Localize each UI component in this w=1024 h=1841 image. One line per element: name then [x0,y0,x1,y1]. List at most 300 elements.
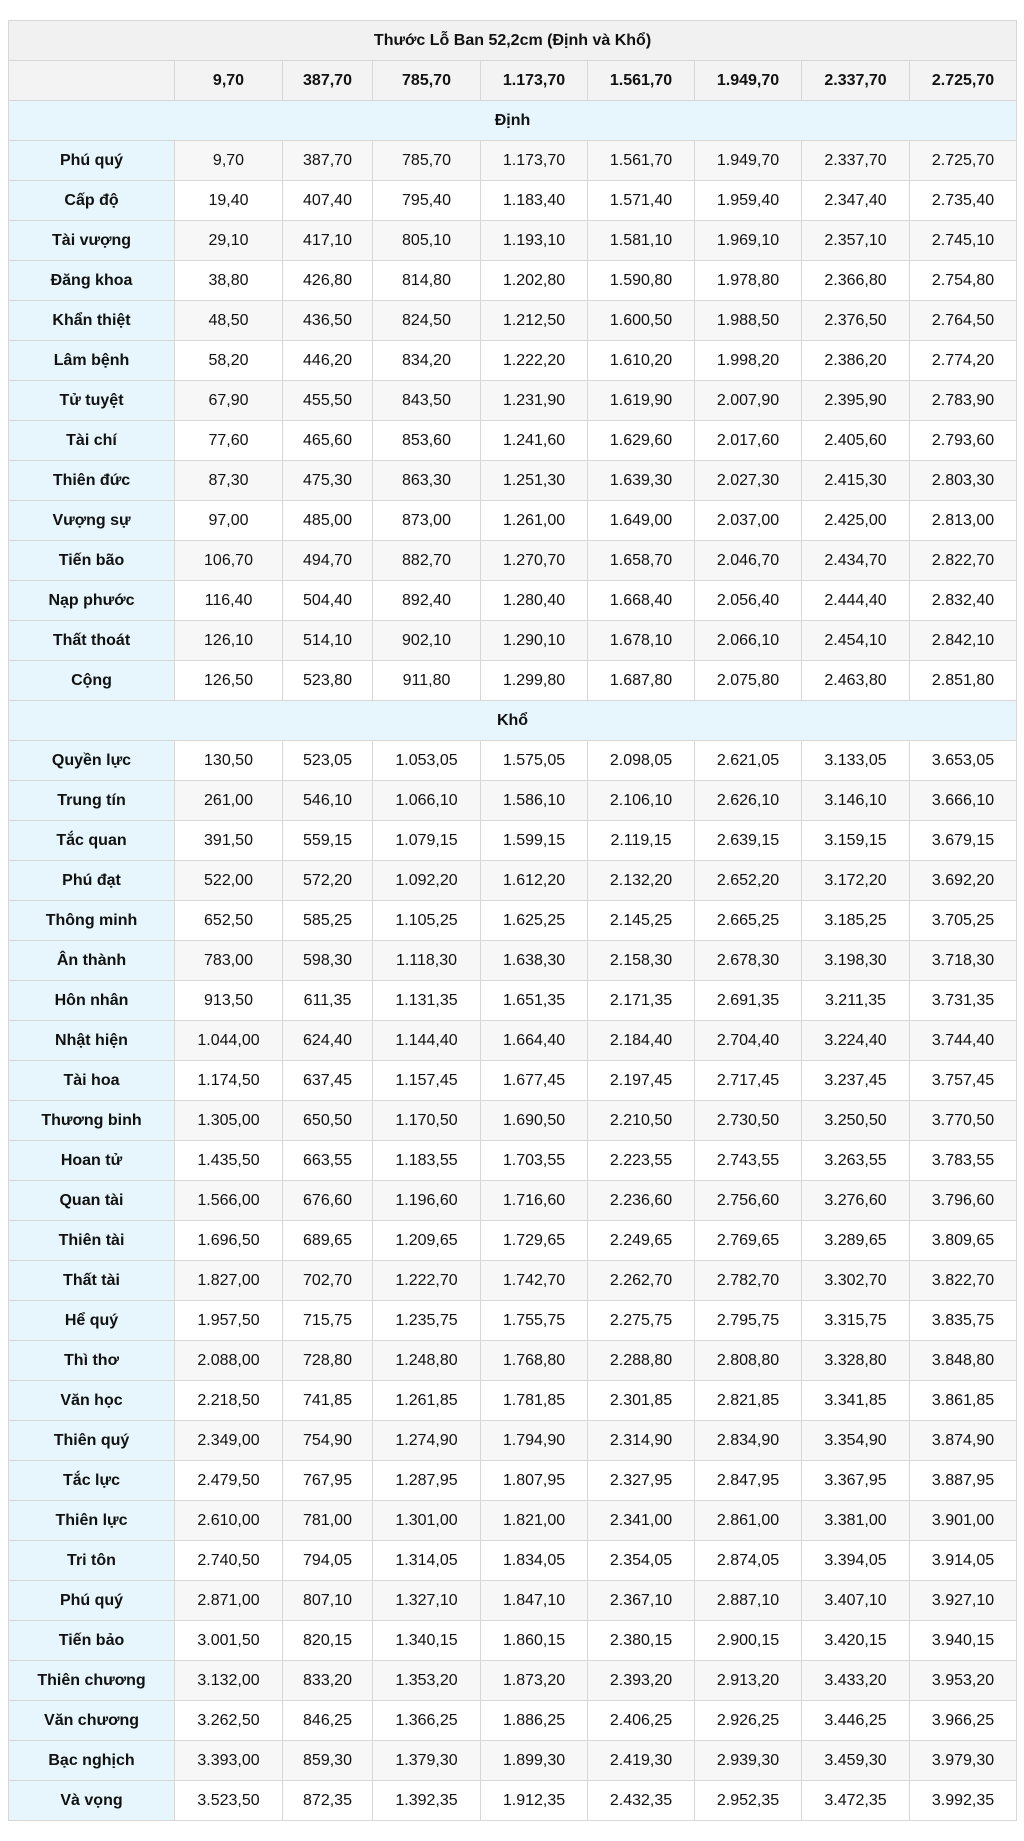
table-row [9,1621,1017,1661]
table-cell: 2.145,25 [588,901,695,941]
table-cell: 1.183,40 [481,181,588,221]
row-label: Thiên chương [9,1661,175,1701]
table-cell: 767,95 [283,1461,373,1501]
table-cell: 3.874,90 [910,1421,1017,1461]
table-cell: 715,75 [283,1301,373,1341]
table-cell: 1.274,90 [373,1421,481,1461]
table-cell: 1.678,10 [588,621,695,661]
table-cell: 2.842,10 [910,621,1017,661]
table-row [9,581,1017,621]
table-cell: 1.353,20 [373,1661,481,1701]
table-cell: 2.075,80 [695,661,802,701]
table-cell: 1.998,20 [695,341,802,381]
row-label: Khẩn thiệt [9,301,175,341]
table-row [9,861,1017,901]
table-cell: 2.171,35 [588,981,695,1021]
table-cell: 3.433,20 [802,1661,910,1701]
table-cell: 1.248,80 [373,1341,481,1381]
table-cell: 1.649,00 [588,501,695,541]
table-cell: 2.851,80 [910,661,1017,701]
table-cell: 2.432,35 [588,1781,695,1821]
column-header: 2.337,70 [802,61,910,101]
table-cell: 1.435,50 [175,1141,283,1181]
table-cell: 2.314,90 [588,1421,695,1461]
table-cell: 624,40 [283,1021,373,1061]
table-cell: 3.887,95 [910,1461,1017,1501]
table-cell: 3.001,50 [175,1621,283,1661]
table-cell: 1.703,55 [481,1141,588,1181]
table-cell: 1.658,70 [588,541,695,581]
table-cell: 2.822,70 [910,541,1017,581]
table-cell: 3.472,35 [802,1781,910,1821]
table-cell: 2.808,80 [695,1341,802,1381]
table-row [9,1101,1017,1141]
title-row [9,21,1017,61]
table-cell: 1.677,45 [481,1061,588,1101]
table-cell: 1.969,10 [695,221,802,261]
table-cell: 2.184,40 [588,1021,695,1061]
table-cell: 2.626,10 [695,781,802,821]
table-cell: 1.340,15 [373,1621,481,1661]
table-cell: 2.210,50 [588,1101,695,1141]
table-cell: 3.250,50 [802,1101,910,1141]
table-cell: 1.638,30 [481,941,588,981]
table-title: Thước Lỗ Ban 52,2cm (Định và Khổ) [9,21,1017,61]
table-cell: 1.988,50 [695,301,802,341]
table-cell: 1.625,25 [481,901,588,941]
table-row [9,1341,1017,1381]
table-cell: 1.716,60 [481,1181,588,1221]
table-cell: 3.367,95 [802,1461,910,1501]
table-cell: 2.106,10 [588,781,695,821]
table-cell: 3.224,40 [802,1021,910,1061]
table-cell: 2.088,00 [175,1341,283,1381]
table-cell: 2.066,10 [695,621,802,661]
table-cell: 1.105,25 [373,901,481,941]
table-row [9,1581,1017,1621]
table-cell: 2.405,60 [802,421,910,461]
table-cell: 2.735,40 [910,181,1017,221]
column-header: 2.725,70 [910,61,1017,101]
table-cell: 387,70 [283,141,373,181]
table-cell: 523,80 [283,661,373,701]
row-label: Phú quý [9,141,175,181]
column-header: 1.561,70 [588,61,695,101]
table-cell: 2.678,30 [695,941,802,981]
column-header-row [9,61,1017,101]
table-row [9,301,1017,341]
table-row [9,1781,1017,1821]
row-label: Và vọng [9,1781,175,1821]
table-cell: 3.198,30 [802,941,910,981]
table-cell: 1.261,00 [481,501,588,541]
column-header: 387,70 [283,61,373,101]
table-cell: 805,10 [373,221,481,261]
table-cell: 97,00 [175,501,283,541]
table-cell: 3.979,30 [910,1741,1017,1781]
table-cell: 2.218,50 [175,1381,283,1421]
row-label: Nạp phước [9,581,175,621]
row-label: Thất tài [9,1261,175,1301]
table-cell: 2.813,00 [910,501,1017,541]
table-row [9,1541,1017,1581]
table-cell: 2.834,90 [695,1421,802,1461]
table-cell: 1.202,80 [481,261,588,301]
table-cell: 1.270,70 [481,541,588,581]
row-label: Thiên lực [9,1501,175,1541]
table-cell: 1.053,05 [373,741,481,781]
table-cell: 1.949,70 [695,141,802,181]
table-cell: 2.119,15 [588,821,695,861]
table-cell: 892,40 [373,581,481,621]
table-cell: 2.793,60 [910,421,1017,461]
row-label: Trung tín [9,781,175,821]
table-cell: 2.454,10 [802,621,910,661]
row-label: Tài hoa [9,1061,175,1101]
row-label: Thiên đức [9,461,175,501]
table-cell: 77,60 [175,421,283,461]
row-label: Văn chương [9,1701,175,1741]
row-label: Thiên quý [9,1421,175,1461]
table-cell: 1.290,10 [481,621,588,661]
table-cell: 455,50 [283,381,373,421]
table-cell: 3.276,60 [802,1181,910,1221]
table-cell: 1.131,35 [373,981,481,1021]
section-row [9,701,1017,741]
table-row [9,1381,1017,1421]
table-header [9,21,1017,101]
table-cell: 794,05 [283,1541,373,1581]
table-cell: 126,50 [175,661,283,701]
table-cell: 2.444,40 [802,581,910,621]
row-label: Hoan tử [9,1141,175,1181]
table-row [9,421,1017,461]
table-cell: 754,90 [283,1421,373,1461]
table-cell: 3.393,00 [175,1741,283,1781]
table-cell: 2.725,70 [910,141,1017,181]
table-cell: 902,10 [373,621,481,661]
table-cell: 1.612,20 [481,861,588,901]
table-cell: 2.406,25 [588,1701,695,1741]
table-cell: 465,60 [283,421,373,461]
table-cell: 2.874,05 [695,1541,802,1581]
table-cell: 2.621,05 [695,741,802,781]
table-cell: 3.341,85 [802,1381,910,1421]
table-cell: 3.666,10 [910,781,1017,821]
table-cell: 652,50 [175,901,283,941]
table-cell: 2.821,85 [695,1381,802,1421]
table-cell: 1.664,40 [481,1021,588,1061]
table-cell: 2.652,20 [695,861,802,901]
table-cell: 1.314,05 [373,1541,481,1581]
row-label: Thiên tài [9,1221,175,1261]
table-cell: 741,85 [283,1381,373,1421]
table-cell: 2.861,00 [695,1501,802,1541]
table-cell: 2.376,50 [802,301,910,341]
table-cell: 3.809,65 [910,1221,1017,1261]
table-cell: 2.357,10 [802,221,910,261]
table-cell: 2.704,40 [695,1021,802,1061]
table-cell: 863,30 [373,461,481,501]
table-cell: 2.132,20 [588,861,695,901]
table-cell: 2.046,70 [695,541,802,581]
table-cell: 585,25 [283,901,373,941]
table-row [9,1261,1017,1301]
table-cell: 2.327,95 [588,1461,695,1501]
table-cell: 859,30 [283,1741,373,1781]
table-cell: 2.847,95 [695,1461,802,1501]
row-label: Tri tôn [9,1541,175,1581]
table-cell: 2.349,00 [175,1421,283,1461]
table-cell: 1.299,80 [481,661,588,701]
table-cell: 1.821,00 [481,1501,588,1541]
table-cell: 2.665,25 [695,901,802,941]
table-cell: 1.222,20 [481,341,588,381]
table-cell: 637,45 [283,1061,373,1101]
table-cell: 913,50 [175,981,283,1021]
table-cell: 2.236,60 [588,1181,695,1221]
table-cell: 1.066,10 [373,781,481,821]
table-cell: 504,40 [283,581,373,621]
table-cell: 3.262,50 [175,1701,283,1741]
table-cell: 1.899,30 [481,1741,588,1781]
table-cell: 3.705,25 [910,901,1017,941]
table-cell: 1.327,10 [373,1581,481,1621]
table-cell: 1.912,35 [481,1781,588,1821]
table-cell: 2.098,05 [588,741,695,781]
table-cell: 126,10 [175,621,283,661]
row-label: Thất thoát [9,621,175,661]
row-label: Thông minh [9,901,175,941]
table-cell: 3.394,05 [802,1541,910,1581]
table-cell: 130,50 [175,741,283,781]
row-label: Tiến bão [9,541,175,581]
table-cell: 1.392,35 [373,1781,481,1821]
table-cell: 2.887,10 [695,1581,802,1621]
column-header: 1.949,70 [695,61,802,101]
table-cell: 3.523,50 [175,1781,283,1821]
table-cell: 2.769,65 [695,1221,802,1261]
row-label: Cấp độ [9,181,175,221]
table-cell: 2.434,70 [802,541,910,581]
table-cell: 3.783,55 [910,1141,1017,1181]
table-cell: 2.783,90 [910,381,1017,421]
table-row [9,181,1017,221]
row-label: Tắc quan [9,821,175,861]
table-cell: 2.056,40 [695,581,802,621]
table-row [9,1421,1017,1461]
table-cell: 2.027,30 [695,461,802,501]
table-cell: 3.132,00 [175,1661,283,1701]
table-cell: 1.794,90 [481,1421,588,1461]
table-row [9,341,1017,381]
table-cell: 58,20 [175,341,283,381]
table-cell: 3.822,70 [910,1261,1017,1301]
table-cell: 1.235,75 [373,1301,481,1341]
table-cell: 1.781,85 [481,1381,588,1421]
table-cell: 407,40 [283,181,373,221]
table-cell: 1.755,75 [481,1301,588,1341]
table-row [9,1141,1017,1181]
table-cell: 3.146,10 [802,781,910,821]
table-cell: 1.586,10 [481,781,588,821]
table-row [9,1181,1017,1221]
table-cell: 3.211,35 [802,981,910,1021]
table-cell: 48,50 [175,301,283,341]
table-cell: 1.044,00 [175,1021,283,1061]
table-cell: 2.610,00 [175,1501,283,1541]
row-label: Tử tuyệt [9,381,175,421]
table-cell: 1.696,50 [175,1221,283,1261]
table-cell: 3.172,20 [802,861,910,901]
table-cell: 1.687,80 [588,661,695,701]
table-cell: 598,30 [283,941,373,981]
table-cell: 834,20 [373,341,481,381]
row-label: Phú đạt [9,861,175,901]
row-label: Quan tài [9,1181,175,1221]
row-label: Ân thành [9,941,175,981]
table-row [9,901,1017,941]
row-label: Tài vượng [9,221,175,261]
table-cell: 3.927,10 [910,1581,1017,1621]
table-cell: 1.173,70 [481,141,588,181]
table-cell: 2.939,30 [695,1741,802,1781]
row-label: Cộng [9,661,175,701]
table-cell: 2.395,90 [802,381,910,421]
section-title: Định [9,101,1017,141]
table-cell: 2.871,00 [175,1581,283,1621]
table-row [9,741,1017,781]
table-cell: 2.832,40 [910,581,1017,621]
table-cell: 2.037,00 [695,501,802,541]
table-cell: 2.774,20 [910,341,1017,381]
table-cell: 2.425,00 [802,501,910,541]
table-cell: 3.679,15 [910,821,1017,861]
table-row [9,1461,1017,1501]
table-cell: 2.730,50 [695,1101,802,1141]
table-cell: 436,50 [283,301,373,341]
row-label: Phú quý [9,1581,175,1621]
table-cell: 783,00 [175,941,283,981]
table-cell: 3.446,25 [802,1701,910,1741]
table-cell: 2.017,60 [695,421,802,461]
table-cell: 3.185,25 [802,901,910,941]
table-row [9,781,1017,821]
table-cell: 546,10 [283,781,373,821]
table-cell: 1.619,90 [588,381,695,421]
table-cell: 514,10 [283,621,373,661]
row-label: Bạc nghịch [9,1741,175,1781]
table-cell: 1.600,50 [588,301,695,341]
table-cell: 1.768,80 [481,1341,588,1381]
table-cell: 1.827,00 [175,1261,283,1301]
table-cell: 2.952,35 [695,1781,802,1821]
table-cell: 611,35 [283,981,373,1021]
table-cell: 2.366,80 [802,261,910,301]
table-cell: 3.861,85 [910,1381,1017,1421]
table-cell: 3.302,70 [802,1261,910,1301]
table-cell: 2.354,05 [588,1541,695,1581]
table-cell: 2.415,30 [802,461,910,501]
row-label: Thương binh [9,1101,175,1141]
table-cell: 1.668,40 [588,581,695,621]
table-cell: 3.731,35 [910,981,1017,1021]
table-cell: 1.193,10 [481,221,588,261]
table-cell: 494,70 [283,541,373,581]
table-cell: 2.337,70 [802,141,910,181]
table-cell: 873,00 [373,501,481,541]
table-row [9,381,1017,421]
table-cell: 676,60 [283,1181,373,1221]
row-label: Tài chí [9,421,175,461]
row-label: Quyền lực [9,741,175,781]
table-cell: 1.183,55 [373,1141,481,1181]
table-cell: 2.393,20 [588,1661,695,1701]
table-cell: 3.940,15 [910,1621,1017,1661]
table-row [9,501,1017,541]
table-row [9,1021,1017,1061]
table-body [9,101,1017,1821]
table-cell: 446,20 [283,341,373,381]
table-cell: 2.782,70 [695,1261,802,1301]
table-cell: 1.834,05 [481,1541,588,1581]
table-cell: 2.288,80 [588,1341,695,1381]
table-cell: 29,10 [175,221,283,261]
table-row [9,1701,1017,1741]
table-cell: 1.079,15 [373,821,481,861]
row-label: Hể quý [9,1301,175,1341]
table-cell: 1.092,20 [373,861,481,901]
section-row [9,101,1017,141]
table-cell: 1.212,50 [481,301,588,341]
table-cell: 853,60 [373,421,481,461]
table-cell: 1.280,40 [481,581,588,621]
table-row [9,541,1017,581]
table-cell: 3.315,75 [802,1301,910,1341]
table-cell: 1.807,95 [481,1461,588,1501]
table-cell: 261,00 [175,781,283,821]
table-cell: 3.848,80 [910,1341,1017,1381]
table-cell: 1.301,00 [373,1501,481,1541]
table-cell: 2.691,35 [695,981,802,1021]
table-wrapper [8,20,1016,1821]
table-cell: 3.914,05 [910,1541,1017,1581]
table-cell: 19,40 [175,181,283,221]
table-cell: 2.463,80 [802,661,910,701]
row-label: Tắc lực [9,1461,175,1501]
table-cell: 3.420,15 [802,1621,910,1661]
table-cell: 1.581,10 [588,221,695,261]
table-cell: 1.366,25 [373,1701,481,1741]
table-cell: 2.007,90 [695,381,802,421]
table-cell: 1.251,30 [481,461,588,501]
table-cell: 1.978,80 [695,261,802,301]
table-cell: 1.144,40 [373,1021,481,1061]
table-cell: 1.241,60 [481,421,588,461]
table-cell: 3.835,75 [910,1301,1017,1341]
column-header: 1.173,70 [481,61,588,101]
table-cell: 1.590,80 [588,261,695,301]
table-cell: 1.847,10 [481,1581,588,1621]
table-cell: 559,15 [283,821,373,861]
table-cell: 3.718,30 [910,941,1017,981]
table-cell: 824,50 [373,301,481,341]
table-row [9,1301,1017,1341]
table-cell: 2.419,30 [588,1741,695,1781]
table-cell: 2.743,55 [695,1141,802,1181]
table-cell: 2.275,75 [588,1301,695,1341]
table-cell: 1.651,35 [481,981,588,1021]
